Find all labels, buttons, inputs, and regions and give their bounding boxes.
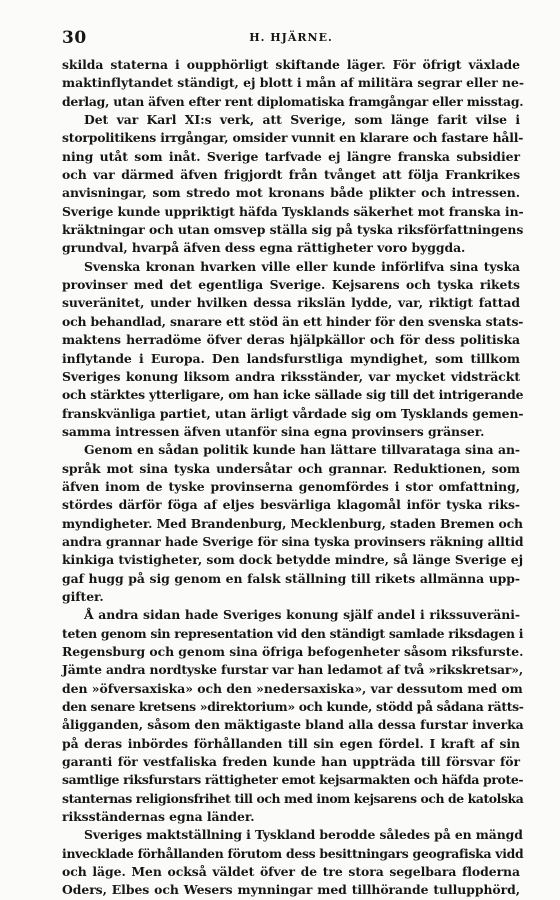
text-line: den senare kretsens »direktorium» och kunde, stödd på sådana rätts- [62,699,524,715]
text-line: gaf hugg på sig genom en falsk ställning till rikets allmänna upp- [62,570,520,586]
text-line: maktinflytandet ständigt, ej blott i mån af militära segrar eller ne- [62,75,524,91]
text-line: skilda staterna i oupphörligt skiftande läger. För öfrigt växlade [62,57,520,72]
text-line: Det var Karl XI:s verk, att Sverige, som länge farit vilse i [84,112,520,128]
text-line: stanternas religionsfrihet till och med inom kejsarens och de katolska [62,790,524,806]
page-number: 30 [62,28,87,48]
text-line: Jämte andra nordtyske furstar var han ledamot af två »rikskretsar», [62,662,524,678]
text-line: grundval, hvarpå äfven dess egna rättigheter voro byggda. [62,240,466,256]
text-line: anvisningar, som stredo mot kronans både plikter och intressen. [62,185,520,201]
text-line: invecklade förhållanden förutom dess besittningars geografiska vidd [62,845,524,861]
text-line: och läge. Men också väldet öfver de tre stora segelbara floderna [62,864,520,880]
text-line: på deras inbördes förhållanden till sin egen fördel. I kraft af sin [62,735,520,751]
text-line: Oders, Elbes och Wesers mynningar med tillhörande tullupphörd, [62,882,520,898]
text-line: derlag, utan äfven efter rent diplomatiska framgångar eller misstag. [62,93,524,109]
text-line: Å andra sidan hade Sveriges konung själf andel i rikssuveräni- [84,607,520,623]
text-line: myndigheter. Med Brandenburg, Mecklenburg, staden Bremen och [62,515,523,531]
text-line: samma intressen äfven utanför sina egna provinsers gränser. [62,423,485,439]
text-line: teten genom sin representation vid den ständigt samlade riksdagen i [62,625,524,641]
text-line: andra grannar hade Sverige för sina tyska provinsers räkning alltid [62,533,524,549]
text-line: äfven inom de tyske provinserna genomfördes i stor omfattning, [62,478,520,494]
text-line: Sveriges konung liksom andra riksständer, var mycket vidsträckt [62,368,520,384]
text-line: åligganden, såsom den mäktigaste bland alla dessa furstar inverka [62,717,524,733]
text-line: ning utåt som inåt. Sverige tarfvade ej längre franska subsidier [62,148,520,164]
text-line: storpolitikens irrgångar, omsider vunnit en klarare och fastare håll- [62,130,524,146]
text-line: och behandlad, snarare ett stöd än ett hinder för den svenska stats- [62,313,524,329]
text-line: samtlige riksfurstars rättigheter emot kejsarmakten och häfda prote- [62,772,524,788]
text-line: garanti för vestfaliska freden kunde han uppträda till försvar för [62,754,520,770]
running-head: H. HJÄRNE. [249,31,333,44]
text-line: Svenska kronan hvarken ville eller kunde införlifva sina tyska [84,258,520,274]
text-line: riksständernas egna länder. [62,809,255,825]
text-line: kräktningar och utan omsvep ställa sig på tyska riksförfattningens [62,222,524,238]
text-line: stördes därför föga af eljes besvärliga klagomål inför tyska riks- [62,497,520,513]
text-line: språk mot sina tyska undersåtar och grannar. Reduktionen, som [62,460,520,476]
text-line: inflytande i Europa. Den landsfurstliga myndighet, som tillkom [62,350,520,366]
text-line: Genom en sådan politik kunde han lättare tillvarataga sina an- [84,442,520,458]
text-line: suveränitet, under hvilken dessa rikslän lydde, var, riktigt fattad [62,295,520,311]
text-line: den »öfversaxiska» och den »nedersaxiska», var dessutom med om [62,680,523,696]
text-line: franskvänliga partiet, utan ärligt vårdade sig om Tysklands gemen- [62,405,524,421]
text-line: maktens herradöme öfver deras hjälpkällor och för dess politiska [62,332,520,348]
page-header [62,28,520,56]
text-line: Sveriges maktställning i Tyskland berodde således på en mängd [84,827,523,843]
text-line: provinser med det egentliga Sverige. Kejsarens och tyska rikets [62,277,520,293]
text-line: Regensburg och genom sina öfriga befogenheter såsom riksfurste. [62,644,524,659]
text-line: och var därmed äfven frigjordt från tvånget att följa Frankrikes [62,167,520,183]
text-line: Sverige kunde uppriktigt häfda Tysklands säkerhet mot franska in- [62,203,524,219]
body-text [62,56,524,900]
text-line: och stärktes ytterligare, om han icke sällade sig till det intrigerande [62,387,524,403]
text-line: kinkiga tvistigheter, som dock betydde mindre, så länge Sverige ej [62,552,524,568]
text-line: gifter. [62,588,104,604]
